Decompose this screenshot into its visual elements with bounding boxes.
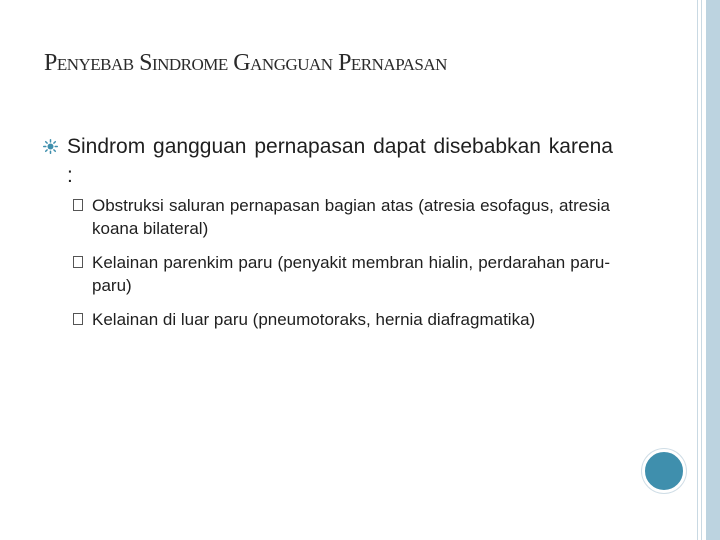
main-bullet: [43, 132, 613, 190]
sub-bullet-text: Obstruksi saluran pernapasan bagian atas (atresia esofagus, atresia koana bilateral): [92, 196, 610, 238]
sub-bullet-text: Kelainan di luar paru (pneumotoraks, hernia diafragmatika): [92, 310, 536, 329]
decorative-rail-line: [697, 0, 698, 540]
slide-title: Penyebab Sindrome Gangguan Pernapasan: [44, 50, 447, 76]
checkbox-icon: [73, 313, 83, 325]
sub-bullet-text: Kelainan parenkim paru (penyakit membran hialin, perdarahan paru-paru): [92, 253, 610, 295]
checkbox-icon: [73, 199, 83, 211]
decorative-rail: [706, 0, 720, 540]
decorative-circle: [642, 449, 686, 493]
decorative-rail-line: [701, 0, 702, 540]
sub-bullet-item: [70, 194, 610, 240]
sub-bullet-item: [70, 308, 610, 331]
checkbox-icon: [73, 256, 83, 268]
sub-bullet-list: [70, 194, 610, 331]
sub-bullet-item: [70, 251, 610, 297]
main-bullet-text: Sindrom gangguan pernapasan dapat disebabkan karena :: [67, 135, 613, 187]
sun-icon: [43, 139, 58, 154]
